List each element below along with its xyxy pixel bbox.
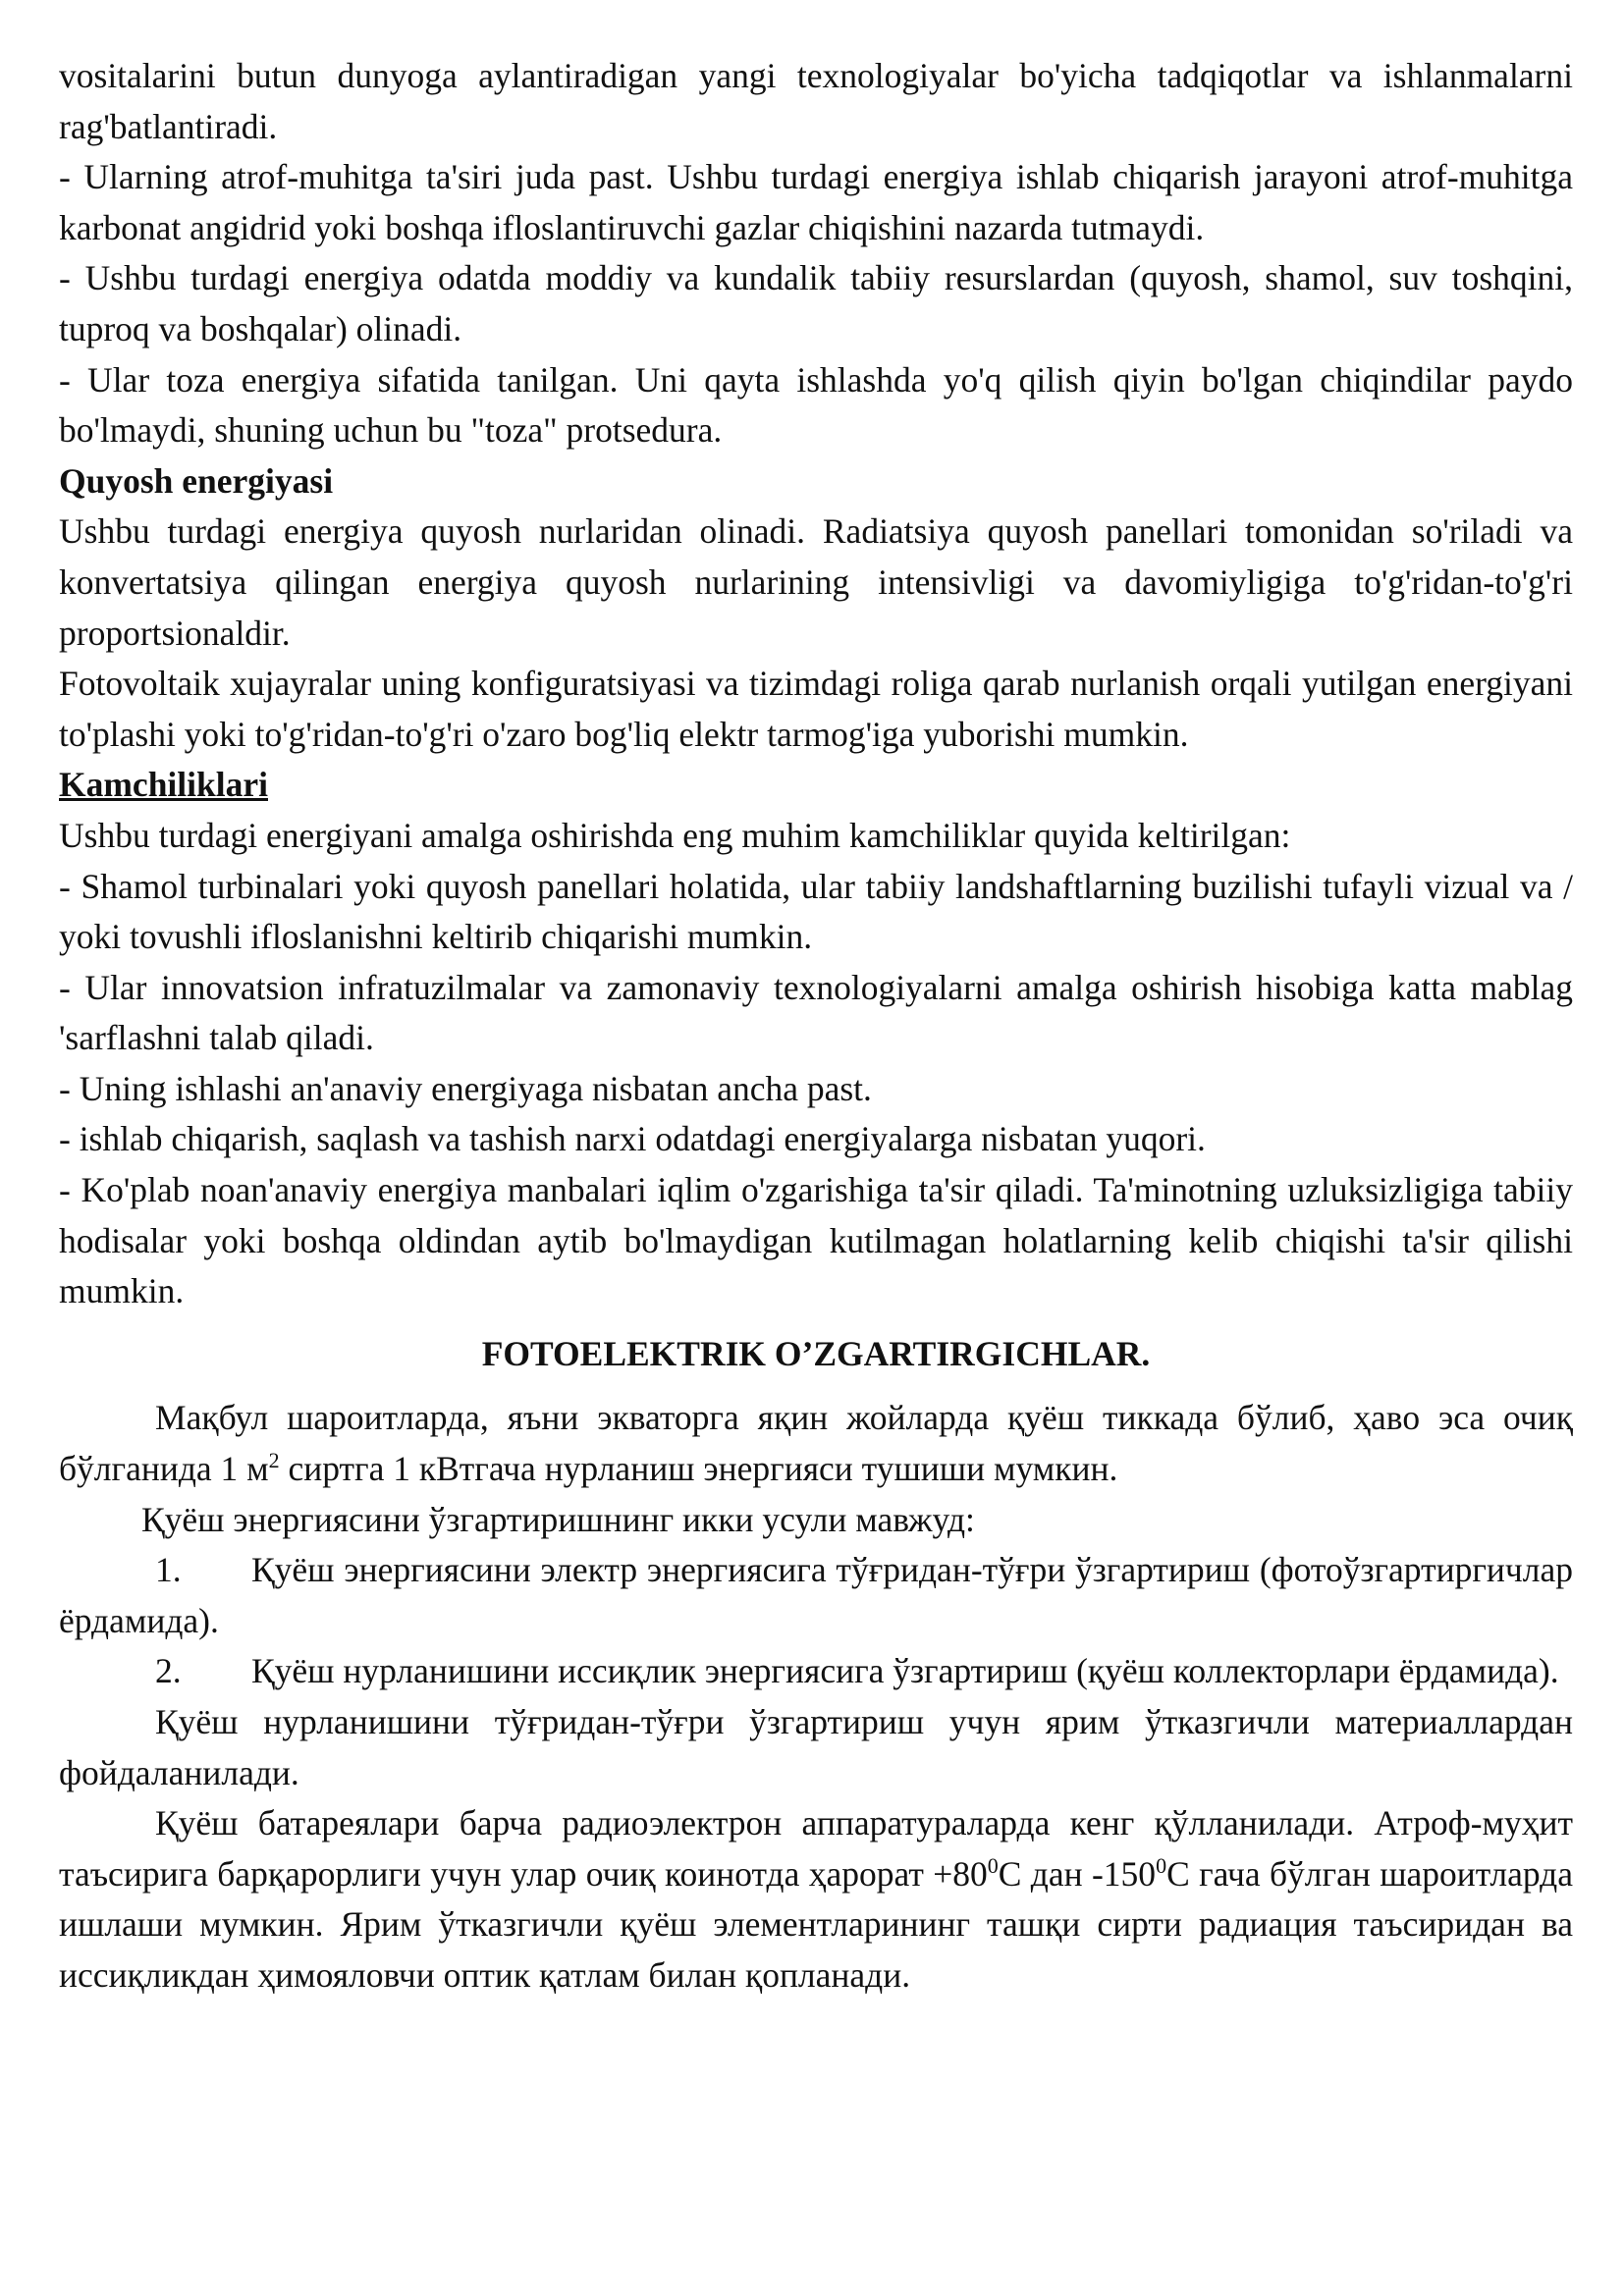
paragraph-drawback-investment: - Ular innovatsion infratuzilmalar va zamonaviy texnologiyalarni amalga oshirish hisobiga katta mablag 'sarflashni talab qiladi. (59, 967, 1573, 1058)
paragraph-solar-source: Ushbu turdagi energiya quyosh nurlaridan olinadi. Radiatsiya quyosh panellari tomonidan so'riladi va konvertatsiya qilingan energiya quyosh nurlarining intensivligi va davomiyligiga to'g'ridan-to'g'ri proportsionaldir. (59, 511, 1573, 653)
paragraph-semiconductors: Қуёш нурланишини тўғридан-тўғри ўзгартириш учун ярим ўтказгичли материаллардан фойдаланилади. (59, 1702, 1573, 1792)
paragraph-photovoltaic-cells: Fotovoltaik xujayralar uning konfiguratsiyasi va tizimdagi roliga qarab nurlanish orqali yutilgan energiyani to'plashi yoki to'g'ridan-to'g'ri o'zaro bog'liq elektr tarmog'iga yuborishi mumkin. (59, 664, 1573, 754)
document-page (59, 51, 1573, 2002)
paragraph-drawbacks-intro: Ushbu turdagi energiyani amalga oshirishda eng muhim kamchiliklar quyida keltirilgan: (59, 815, 1291, 855)
list-number: 2. (155, 1651, 182, 1691)
heading-solar-energy: Quyosh energiyasi (59, 460, 334, 501)
list-item-method-1 (59, 1545, 1573, 1646)
text-fragment: Қуёш батареялари барча радиоэлектрон аппаратураларда кенг қўлланилади. Атроф-муҳит таъсирига барқарорлиги учун улар очиқ коинотда ҳарорат +80 (59, 1803, 1573, 1894)
paragraph-clean-energy: - Ular toza energiya sifatida tanilgan. Uni qayta ishlashda yo'q qilish qiyin bo'lgan chiqindilar paydo bo'lmaydi, shuning uchun bu "toza" protsedura. (59, 359, 1573, 451)
list-item-method-2 (59, 1646, 1573, 1697)
list-item-text: Қуёш нурланишини иссиқлик энергиясига ўзгартириш (қуёш коллекторлари ёрдамида). (251, 1651, 1559, 1691)
paragraph-natural-resources: - Ushbu turdagi energiya odatda moddiy va kundalik tabiiy resurslardan (quyosh, shamol, suv toshqini, tuproq va boshqalar) olinadi. (59, 258, 1573, 348)
superscript-degree: 0 (987, 1852, 999, 1878)
section-title-photoelectric: FOTOELEKTRIK O’ZGARTIRGICHLAR. (481, 1333, 1151, 1373)
paragraph-drawback-visual-pollution: - Shamol turbinalari yoki quyosh panellari holatida, ular tabiiy landshaftlarning buzilishi tufayli vizual va / yoki tovushli ifloslanishni keltirib chiqarishi mumkin. (59, 866, 1573, 957)
paragraph-intro-continuation: vositalarini butun dunyoga aylantiradigan yangi texnologiyalar bo'yicha tadqiqotlar va ishlanmalarni rag'batlantiradi. (59, 56, 1573, 146)
superscript-square: 2 (268, 1448, 280, 1473)
superscript-degree: 0 (1156, 1852, 1167, 1878)
paragraph-optimal-conditions (59, 1393, 1573, 1494)
list-number: 1. (155, 1550, 182, 1590)
text-fragment: С дан -150 (998, 1853, 1157, 1894)
list-item-text: Қуёш энергиясини электр энергиясига тўғридан-тўғри ўзгартириш (фотоўзгартиргичлар ёрдамида). (59, 1550, 1573, 1640)
paragraph-drawback-efficiency: - Uning ishlashi an'anaviy energiyaga nisbatan ancha past. (59, 1068, 872, 1108)
text-fragment: С гача бўлган шароитларда ишлаши мумкин. Ярим ўтказгичли қуёш элементларининг ташқи сирти радиация таъсиридан ва иссиқликдан ҳимояловчи оптик қатлам билан қопланади. (59, 1853, 1573, 1995)
paragraph-solar-batteries (59, 1798, 1573, 2001)
paragraph-low-impact: - Ularning atrof-muhitga ta'siri juda past. Ushbu turdagi energiya ishlab chiqarish jarayoni atrof-muhitga karbonat angidrid yoki boshqa ifloslantiruvchi gazlar chiqishini nazarda tutmaydi. (59, 157, 1573, 247)
paragraph-two-methods: Қуёш энергиясини ўзгартиришнинг икки усули мавжуд: (141, 1499, 975, 1539)
heading-drawbacks: Kamchiliklari (59, 765, 268, 805)
text-fragment: Мақбул шароитларда, яъни экваторга яқин жойларда қуёш тиккада бўлиб, ҳаво эса очиқ бўлганида 1 м (59, 1398, 1573, 1489)
paragraph-drawback-climate: - Ko'plab noan'anaviy energiya manbalari iqlim o'zgarishiga ta'sir qiladi. Ta'minotning uzluksizligiga tabiiy hodisalar yoki boshqa oldindan aytib bo'lmaydigan kutilmagan holatlarning kelib chiqishi ta'sir qilishi mumkin. (59, 1170, 1573, 1311)
paragraph-drawback-cost: - ishlab chiqarish, saqlash va tashish narxi odatdagi energiyalarga nisbatan yuqori. (59, 1119, 1206, 1159)
text-fragment: сиртга 1 кВтгача нурланиш энергияси тушиши мумкин. (279, 1449, 1118, 1489)
